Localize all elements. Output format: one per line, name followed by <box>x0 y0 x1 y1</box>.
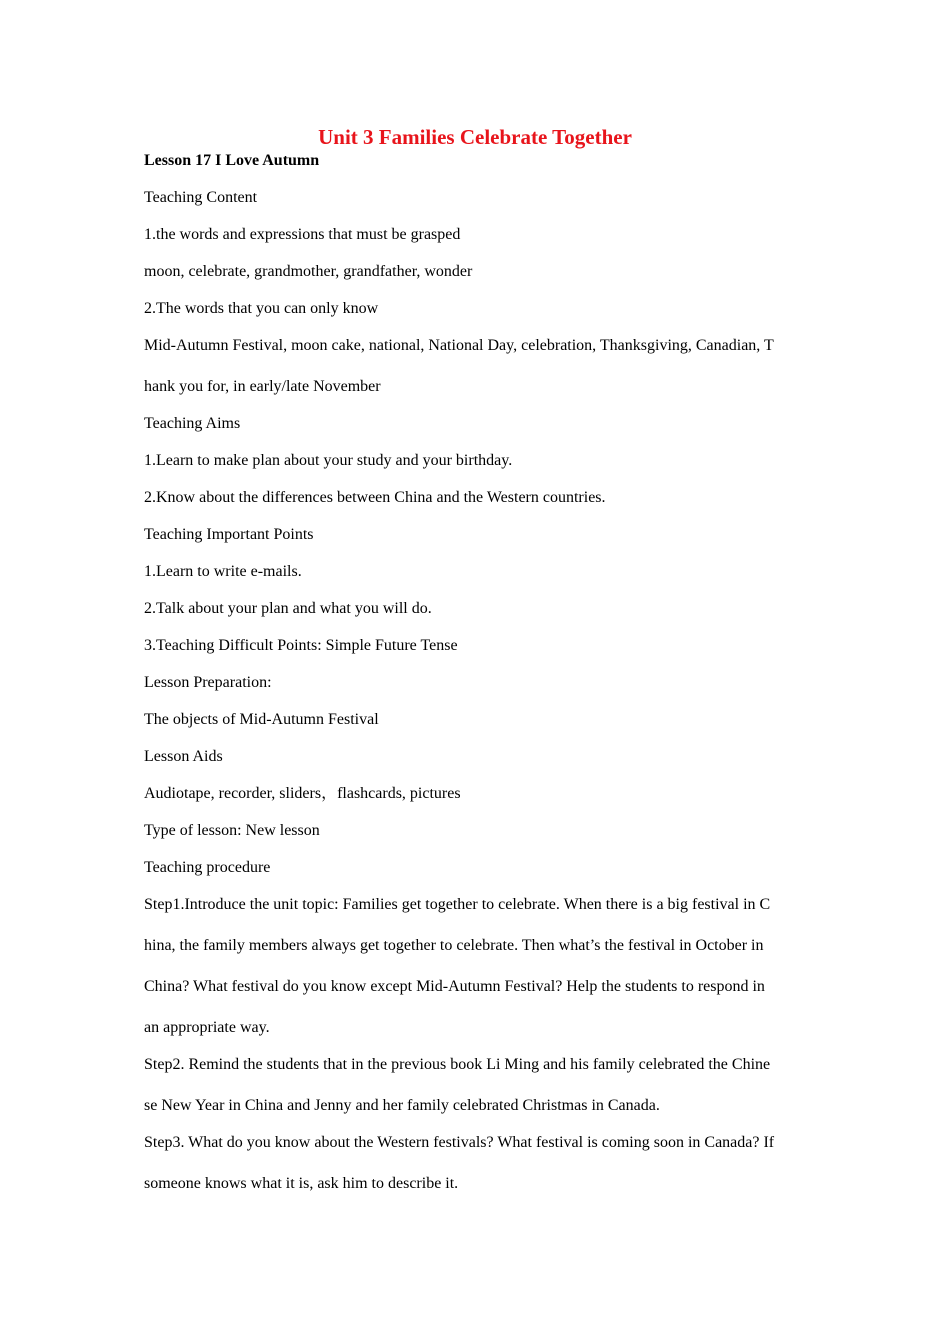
text-line: 3.Teaching Difficult Points: Simple Future Tense <box>144 637 458 654</box>
paragraph-step3 <box>144 1132 812 1195</box>
document-title: Unit 3 Families Celebrate Together <box>318 125 632 149</box>
text-line: 1.Learn to write e-mails. <box>144 563 302 580</box>
text-line: Type of lesson: New lesson <box>144 822 320 839</box>
lesson-heading: Lesson 17 I Love Autumn <box>144 152 320 169</box>
text-line: someone knows what it is, ask him to describe it. <box>144 1175 459 1192</box>
text-line: 2.Know about the differences between China and the Western countries. <box>144 489 606 506</box>
text-line: China? What festival do you know except Mid-Autumn Festival? Help the students to respond in <box>144 978 765 995</box>
section-heading-important-points: Teaching Important Points <box>144 526 314 543</box>
text-line: 1.Learn to make plan about your study and your birthday. <box>144 452 513 469</box>
text-line: Step1.Introduce the unit topic: Families get together to celebrate. When there is a big festival in C <box>144 896 771 913</box>
text-line: Step2. Remind the students that in the previous book Li Ming and his family celebrated the Chine <box>144 1056 771 1073</box>
text-line: se New Year in China and Jenny and her family celebrated Christmas in Canada. <box>144 1097 660 1114</box>
section-heading-lesson-preparation: Lesson Preparation: <box>144 674 272 691</box>
text-line: moon, celebrate, grandmother, grandfather, wonder <box>144 263 473 280</box>
text-line: 2.Talk about your plan and what you will do. <box>144 600 432 617</box>
paragraph-step2 <box>144 1054 812 1117</box>
text-line: hank you for, in early/late November <box>144 378 381 395</box>
section-heading-lesson-aids: Lesson Aids <box>144 748 223 765</box>
section-heading-teaching-content: Teaching Content <box>144 189 258 206</box>
document-body <box>144 150 812 1195</box>
text-line: Mid-Autumn Festival, moon cake, national, National Day, celebration, Thanksgiving, Canadian, T <box>144 337 774 354</box>
text-line: Audiotape, recorder, sliders，flashcards, pictures <box>144 785 461 802</box>
text-line: Step3. What do you know about the Western festivals? What festival is coming soon in Canada? If <box>144 1134 775 1151</box>
section-heading-teaching-procedure: Teaching procedure <box>144 859 271 876</box>
paragraph-step1 <box>144 894 812 1039</box>
text-line: 2.The words that you can only know <box>144 300 379 317</box>
text-line: an appropriate way. <box>144 1019 270 1036</box>
paragraph-words <box>144 335 812 398</box>
text-line: hina, the family members always get together to celebrate. Then what’s the festival in October in <box>144 937 764 954</box>
text-line: 1.the words and expressions that must be grasped <box>144 226 461 243</box>
section-heading-teaching-aims: Teaching Aims <box>144 415 241 432</box>
text-line: The objects of Mid-Autumn Festival <box>144 711 379 728</box>
